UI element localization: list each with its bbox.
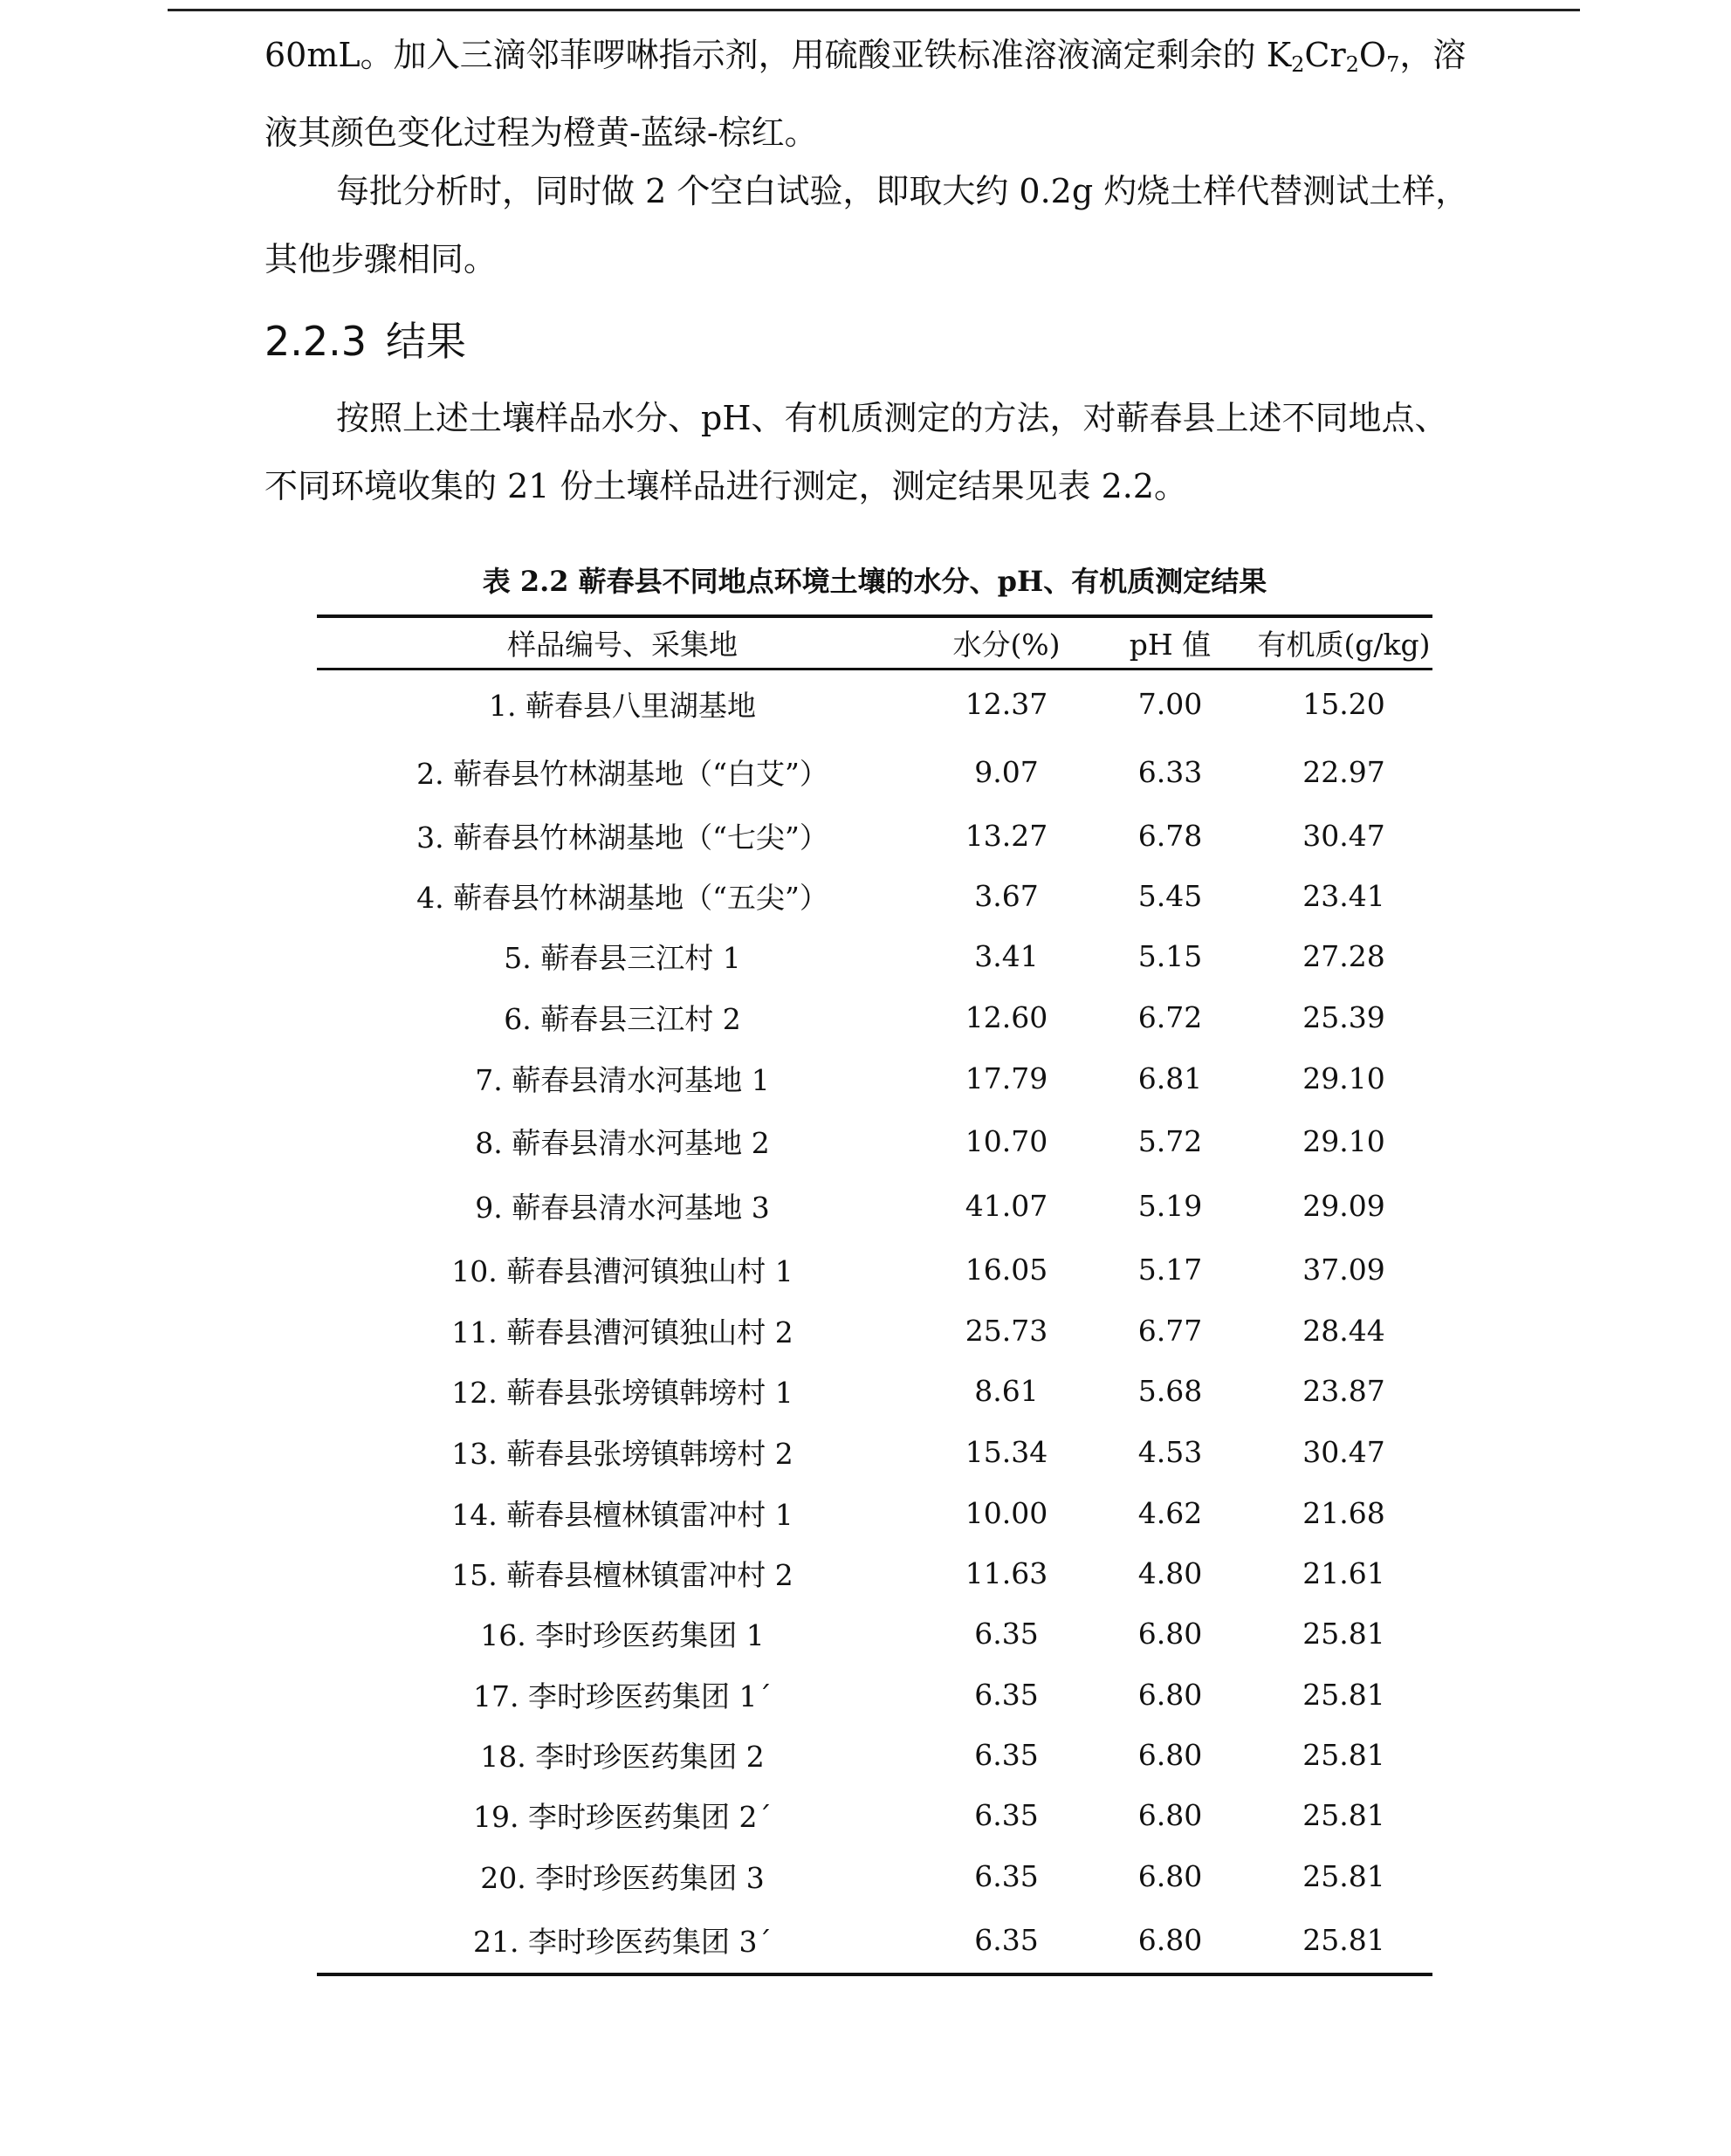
table-row	[317, 1482, 1432, 1543]
table-row	[317, 866, 1432, 925]
ph-cell: 6.81	[1137, 1061, 1203, 1095]
organic-cell: 25.81	[1302, 1677, 1385, 1712]
ph-cell: 5.15	[1137, 938, 1203, 973]
sample-cell: 13. 蕲春县张塝镇韩塝村 2	[451, 1436, 793, 1471]
sample-cell: 17. 李时珍医药集团 1´	[473, 1679, 772, 1713]
ph-cell: 6.72	[1137, 999, 1203, 1034]
organic-cell: 25.81	[1302, 1737, 1385, 1772]
sample-cell: 15. 蕲春县檀林镇雷冲村 2	[451, 1557, 793, 1592]
organic-cell: 29.10	[1302, 1123, 1385, 1158]
moisture-cell: 9.07	[974, 754, 1039, 789]
section-title: 结果	[386, 318, 467, 365]
moisture-cell: 3.67	[974, 878, 1039, 913]
sample-cell: 19. 李时珍医药集团 2´	[473, 1799, 772, 1834]
ph-cell: 6.80	[1137, 1858, 1203, 1893]
moisture-cell: 10.00	[965, 1495, 1048, 1530]
ph-cell: 6.80	[1137, 1677, 1203, 1712]
table-row	[317, 1906, 1432, 1974]
organic-cell: 25.81	[1302, 1616, 1385, 1651]
sample-cell: 2. 蕲春县竹林湖基地（“白艾”）	[416, 756, 828, 791]
table-row	[317, 1421, 1432, 1482]
table-row	[317, 738, 1432, 805]
moisture-cell: 25.73	[965, 1313, 1048, 1348]
paragraph-line: 60mL。加入三滴邻菲啰啉指示剂，用硫酸亚铁标准溶液滴定剩余的 $K_2Cr_2O_7$，溶	[264, 36, 1467, 77]
organic-cell: 25.81	[1302, 1797, 1385, 1832]
paragraph-line: 不同环境收集的 21 份土壤样品进行测定，测定结果见表 2.2。	[264, 467, 1188, 505]
results-table	[317, 615, 1432, 1976]
organic-cell: 30.47	[1302, 1434, 1385, 1469]
moisture-cell: 12.60	[965, 999, 1048, 1034]
table-row	[317, 805, 1432, 866]
organic-cell: 28.44	[1302, 1313, 1385, 1348]
ph-cell: 6.78	[1137, 818, 1203, 853]
column-header-organic: 有机质(g/kg)	[1255, 616, 1432, 669]
moisture-cell: 17.79	[965, 1061, 1048, 1095]
table-row	[317, 1109, 1432, 1173]
moisture-cell: 6.35	[928, 1906, 1085, 1974]
table-caption: 表 2.2 蕲春县不同地点环境土壤的水分、pH、有机质测定结果	[482, 565, 1267, 598]
organic-cell: 23.41	[1302, 878, 1385, 913]
sample-cell: 16. 李时珍医药集团 1	[480, 1617, 765, 1652]
moisture-cell: 12.37	[965, 687, 1048, 722]
ph-cell: 6.80	[1137, 1616, 1203, 1651]
sample-cell: 18. 李时珍医药集团 2	[480, 1739, 765, 1774]
ph-cell: 5.17	[1137, 1252, 1203, 1287]
sample-cell: 1. 蕲春县八里湖基地	[489, 689, 756, 724]
header-rule	[168, 9, 1580, 11]
organic-cell: 29.10	[1302, 1061, 1385, 1095]
moisture-cell: 6.35	[974, 1677, 1039, 1712]
ph-cell: 6.80	[1085, 1906, 1255, 1974]
moisture-cell: 6.35	[974, 1797, 1039, 1832]
section-heading	[264, 310, 466, 367]
organic-cell: 22.97	[1302, 754, 1385, 789]
sample-cell: 9. 蕲春县清水河基地 3	[475, 1190, 770, 1225]
table-row	[317, 1845, 1432, 1906]
table-row	[317, 1238, 1432, 1301]
table-header-row	[317, 616, 1432, 669]
paragraph-results-intro	[264, 384, 1487, 520]
paragraph-line: 其他步骤相同。	[264, 240, 498, 278]
column-header-sample: 样品编号、采集地	[317, 616, 928, 669]
ph-cell: 4.62	[1137, 1495, 1203, 1530]
ph-cell: 5.45	[1137, 878, 1203, 913]
ph-cell: 7.00	[1137, 687, 1203, 722]
sample-cell: 6. 蕲春县三江村 2	[504, 1001, 741, 1036]
table-row	[317, 1664, 1432, 1725]
table-row	[317, 1603, 1432, 1664]
column-header-ph: pH 值	[1085, 616, 1255, 669]
organic-cell: 29.09	[1302, 1188, 1385, 1223]
table-row	[317, 1784, 1432, 1845]
sample-cell: 14. 蕲春县檀林镇雷冲村 1	[451, 1497, 793, 1532]
column-header-moisture: 水分(%)	[928, 616, 1085, 669]
paragraph-blank-test	[264, 157, 1487, 293]
moisture-cell: 10.70	[965, 1123, 1048, 1158]
sample-cell: 21. 李时珍医药集团 3´	[317, 1906, 928, 1974]
moisture-cell: 41.07	[965, 1188, 1048, 1223]
ph-cell: 5.72	[1137, 1123, 1203, 1158]
moisture-cell: 8.61	[974, 1373, 1039, 1408]
organic-cell: 15.20	[1302, 687, 1385, 722]
ph-cell: 6.80	[1137, 1797, 1203, 1832]
table-row	[317, 1173, 1432, 1238]
paragraph-line: 每批分析时，同时做 2 个空白试验，即取大约 0.2g 灼烧土样代替测试土样，	[336, 172, 1469, 210]
paragraph-line: 液其颜色变化过程为橙黄-蓝绿-棕红。	[264, 113, 818, 152]
ph-cell: 4.53	[1137, 1434, 1203, 1469]
ph-cell: 5.19	[1137, 1188, 1203, 1223]
table-row	[317, 1543, 1432, 1603]
organic-cell: 25.39	[1302, 999, 1385, 1034]
paragraph-titration	[264, 21, 1487, 167]
organic-cell: 21.61	[1302, 1555, 1385, 1590]
ph-cell: 6.80	[1137, 1737, 1203, 1772]
sample-cell: 12. 蕲春县张塝镇韩塝村 1	[451, 1375, 793, 1410]
moisture-cell: 3.41	[974, 938, 1039, 973]
sample-cell: 8. 蕲春县清水河基地 2	[475, 1125, 770, 1160]
table-row	[317, 1360, 1432, 1421]
ph-cell: 6.33	[1137, 754, 1203, 789]
ph-cell: 5.68	[1137, 1373, 1203, 1408]
table-row	[317, 925, 1432, 986]
moisture-cell: 15.34	[965, 1434, 1048, 1469]
table-row	[317, 669, 1432, 738]
sample-cell: 7. 蕲春县清水河基地 1	[475, 1062, 770, 1097]
ph-cell: 6.77	[1137, 1313, 1203, 1348]
organic-cell: 25.81	[1255, 1906, 1432, 1974]
sample-cell: 20. 李时珍医药集团 3	[480, 1860, 765, 1895]
moisture-cell: 6.35	[974, 1616, 1039, 1651]
sample-cell: 10. 蕲春县漕河镇独山村 1	[451, 1253, 793, 1288]
paragraph-line: 按照上述土壤样品水分、pH、有机质测定的方法，对蕲春县上述不同地点、	[336, 399, 1448, 437]
moisture-cell: 13.27	[965, 818, 1048, 853]
table-row	[317, 1725, 1432, 1784]
table-row	[317, 1047, 1432, 1109]
organic-cell: 27.28	[1302, 938, 1385, 973]
sample-cell: 11. 蕲春县漕河镇独山村 2	[451, 1315, 793, 1349]
organic-cell: 25.81	[1302, 1858, 1385, 1893]
sample-cell: 5. 蕲春县三江村 1	[504, 940, 741, 975]
organic-cell: 30.47	[1302, 818, 1385, 853]
moisture-cell: 6.35	[974, 1858, 1039, 1893]
section-number: 2.2.3	[264, 318, 367, 365]
table-row	[317, 1301, 1432, 1360]
table-row	[317, 986, 1432, 1047]
organic-cell: 21.68	[1302, 1495, 1385, 1530]
moisture-cell: 16.05	[965, 1252, 1048, 1287]
moisture-cell: 6.35	[974, 1737, 1039, 1772]
organic-cell: 23.87	[1302, 1373, 1385, 1408]
sample-cell: 3. 蕲春县竹林湖基地（“七尖”）	[416, 820, 828, 855]
moisture-cell: 11.63	[965, 1555, 1048, 1590]
table-body	[317, 669, 1432, 1974]
organic-cell: 37.09	[1302, 1252, 1385, 1287]
sample-cell: 4. 蕲春县竹林湖基地（“五尖”）	[416, 880, 828, 915]
ph-cell: 4.80	[1137, 1555, 1203, 1590]
